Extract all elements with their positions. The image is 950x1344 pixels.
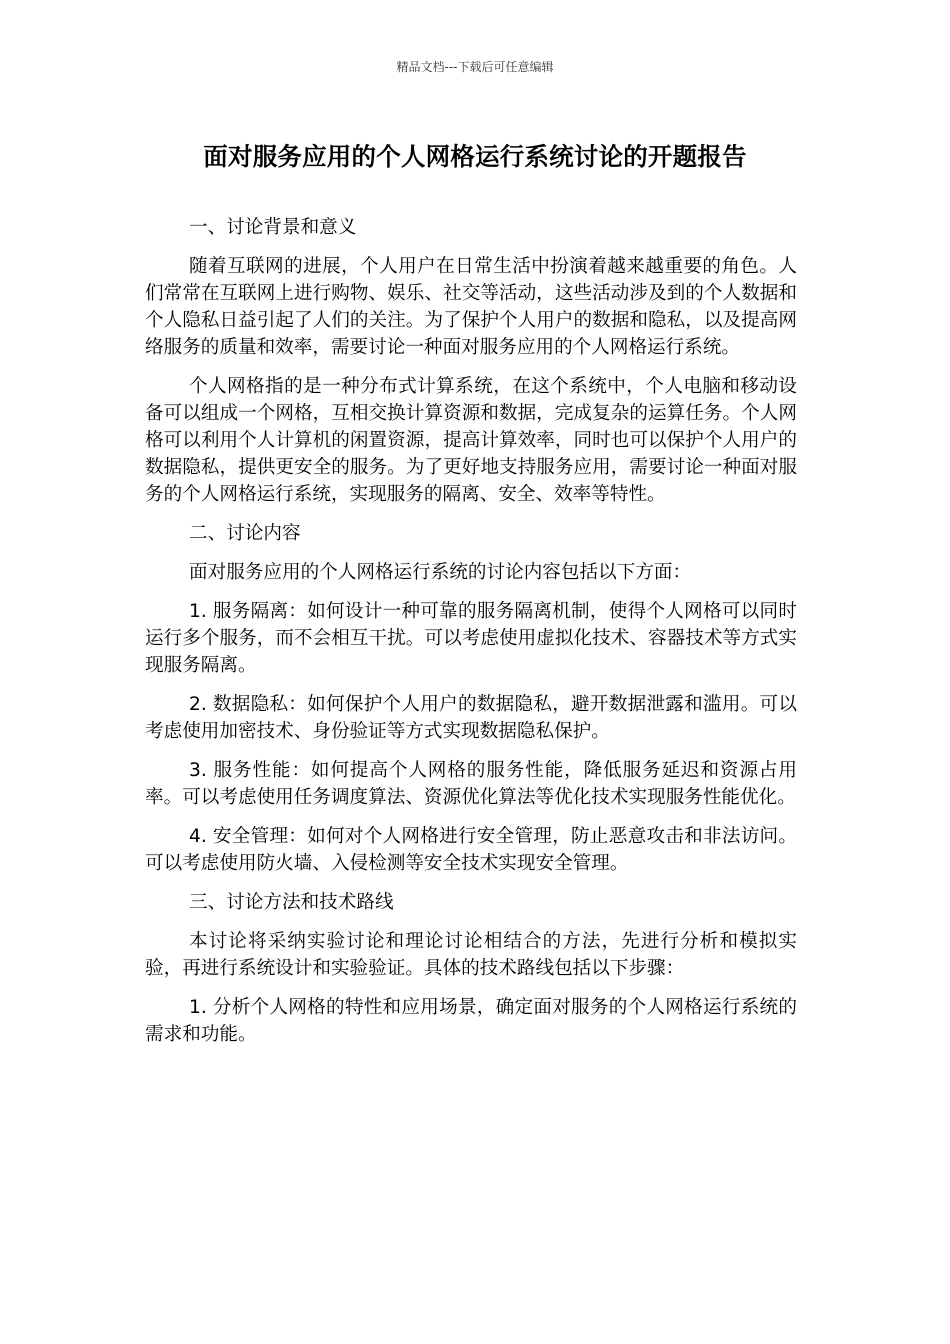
- list-item-service-isolation: 1. 服务隔离：如何设计一种可靠的服务隔离机制，使得个人网格可以同时运行多个服务，而不会相互干扰。可以考虑使用虚拟化技术、容器技术等方式实现服务隔离。: [145, 601, 797, 676]
- section-heading-content: 二、讨论内容: [189, 523, 301, 544]
- list-item-data-privacy: 2. 数据隐私：如何保护个人用户的数据隐私，避开数据泄露和滥用。可以考虑使用加密技术、身份验证等方式实现数据隐私保护。: [145, 694, 797, 742]
- paragraph-methods-intro: 本讨论将采纳实验讨论和理论讨论相结合的方法，先进行分析和模拟实验，再进行系统设计和实验验证。具体的技术路线包括以下步骤：: [145, 931, 797, 979]
- document-title: 面对服务应用的个人网格运行系统讨论的开题报告: [203, 142, 747, 171]
- paragraph-background-2: 个人网格指的是一种分布式计算系统，在这个系统中，个人电脑和移动设备可以组成一个网格，互相交换计算资源和数据，完成复杂的运算任务。个人网格可以利用个人计算机的闲置资源，提高计算效率，同时也可以保护个人用户的数据隐私，提供更安全的服务。为了更好地支持服务应用，需要讨论一种面对服务的个人网格运行系统，实现服务的隔离、安全、效率等特性。: [145, 376, 797, 505]
- list-item-service-performance: 3. 服务性能：如何提高个人网格的服务性能，降低服务延迟和资源占用率。可以考虑使用任务调度算法、资源优化算法等优化技术实现服务性能优化。: [145, 760, 797, 808]
- paragraph-content-intro: 面对服务应用的个人网格运行系统的讨论内容包括以下方面：: [189, 562, 692, 583]
- header-note: 精品文档---下载后可任意编辑: [396, 60, 554, 74]
- document-body: [145, 214, 797, 1060]
- list-item-security-management: 4. 安全管理：如何对个人网格进行安全管理，防止恶意攻击和非法访问。可以考虑使用防火墙、入侵检测等安全技术实现安全管理。: [145, 826, 797, 874]
- section-heading-background: 一、讨论背景和意义: [189, 217, 357, 238]
- paragraph-background-1: 随着互联网的进展，个人用户在日常生活中扮演着越来越重要的角色。人们常常在互联网上进行购物、娱乐、社交等活动，这些活动涉及到的个人数据和个人隐私日益引起了人们的关注。为了保护个人用户的数据和隐私，以及提高网络服务的质量和效率，需要讨论一种面对服务应用的个人网格运行系统。: [145, 256, 797, 358]
- list-item-step-1: 1. 分析个人网格的特性和应用场景，确定面对服务的个人网格运行系统的需求和功能。: [145, 997, 797, 1045]
- section-heading-methods: 三、讨论方法和技术路线: [189, 892, 394, 913]
